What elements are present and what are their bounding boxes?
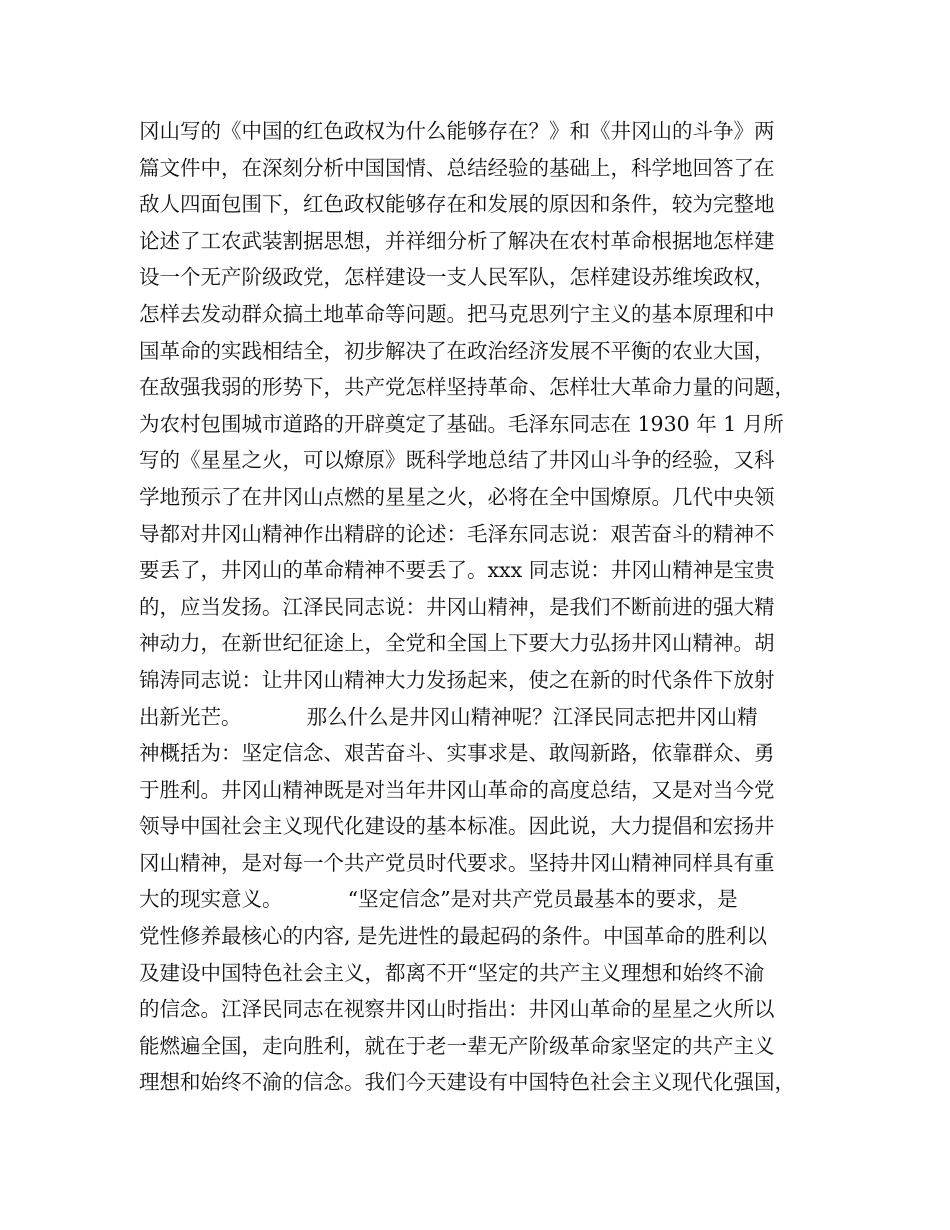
text-line: 党性修养最核心的内容, 是先进性的最起码的条件。中国革命的胜利以 [139,924,768,949]
text-line: 敌人四面包围下，红色政权能够存在和发展的原因和条件，较为完整地 [139,192,775,217]
text-line: 怎样去发动群众搞土地革命等问题。把马克思列宁主义的基本原理和中 [139,301,775,326]
text-line: 神概括为：坚定信念、艰苦奋斗、实事求是、敢闯新路，依靠群众、勇 [139,741,775,766]
text-line: 冈山精神，是对每一个共产党员时代要求。坚持井冈山精神同样具有重 [139,850,775,875]
text-line: 篇文件中，在深刻分析中国国情、总结经验的基础上，科学地回答了在 [139,155,775,180]
text-line: 能燃遍全国，走向胜利，就在于老一辈无产阶级革命家坚定的共产主义 [139,1033,775,1058]
text-line: 写的《星星之火，可以燎原》既科学地总结了井冈山斗争的经验，又科 [139,448,775,473]
text-line: 的，应当发扬。江泽民同志说：井冈山精神，是我们不断前进的强大精 [139,594,775,619]
text-line: 大的现实意义。 “坚定信念”是对共产党员最基本的要求，是 [139,887,738,912]
text-line: 于胜利。井冈山精神既是对当年井冈山革命的高度总结，又是对当今党 [139,777,775,802]
text-line: 的信念。江泽民同志在视察井冈山时指出：井冈山革命的星星之火所以 [139,997,775,1022]
text-line: 在敌强我弱的形势下，共产党怎样坚持革命、怎样壮大革命力量的问题， [139,375,795,400]
text-line: 出新光芒。 那么什么是井冈山精神呢？江泽民同志把井冈山精 [139,704,758,729]
text-line: 锦涛同志说：让井冈山精神大力发扬起来，使之在新的时代条件下放射 [139,667,775,692]
text-line: 国革命的实践相结全，初步解决了在政治经济发展不平衡的农业大国， [139,338,775,363]
text-line: 神动力，在新世纪征途上，全党和全国上下要大力弘扬井冈山精神。胡 [139,631,775,656]
text-line: 领导中国社会主义现代化建设的基本标准。因此说，大力提倡和宏扬井 [139,814,775,839]
text-line: 论述了工农武装割据思想，并祥细分析了解决在农村革命根据地怎样建 [139,228,775,253]
text-line: 理想和始终不渝的信念。我们今天建设有中国特色社会主义现代化强国， [139,1070,795,1095]
text-line: 要丢了，井冈山的革命精神不要丢了。xxx 同志说：井冈山精神是宝贵 [139,558,775,583]
text-line: 冈山写的《中国的红色政权为什么能够存在？》和《井冈山的斗争》两 [139,119,775,143]
text-line: 为农村包围城市道路的开辟奠定了基础。毛泽东同志在 1930 年 1 月所 [139,411,784,436]
text-line: 及建设中国特色社会主义，都离不开“坚定的共产主义理想和始终不渝 [139,960,765,985]
body-text [139,113,829,1101]
text-line: 导都对井冈山精神作出精辟的论述：毛泽东同志说：艰苦奋斗的精神不 [139,521,775,546]
text-line: 设一个无产阶级政党，怎样建设一支人民军队，怎样建设苏维埃政权， [139,265,775,290]
text-line: 学地预示了在井冈山点燃的星星之火，必将在全中国燎原。几代中央领 [139,484,775,509]
